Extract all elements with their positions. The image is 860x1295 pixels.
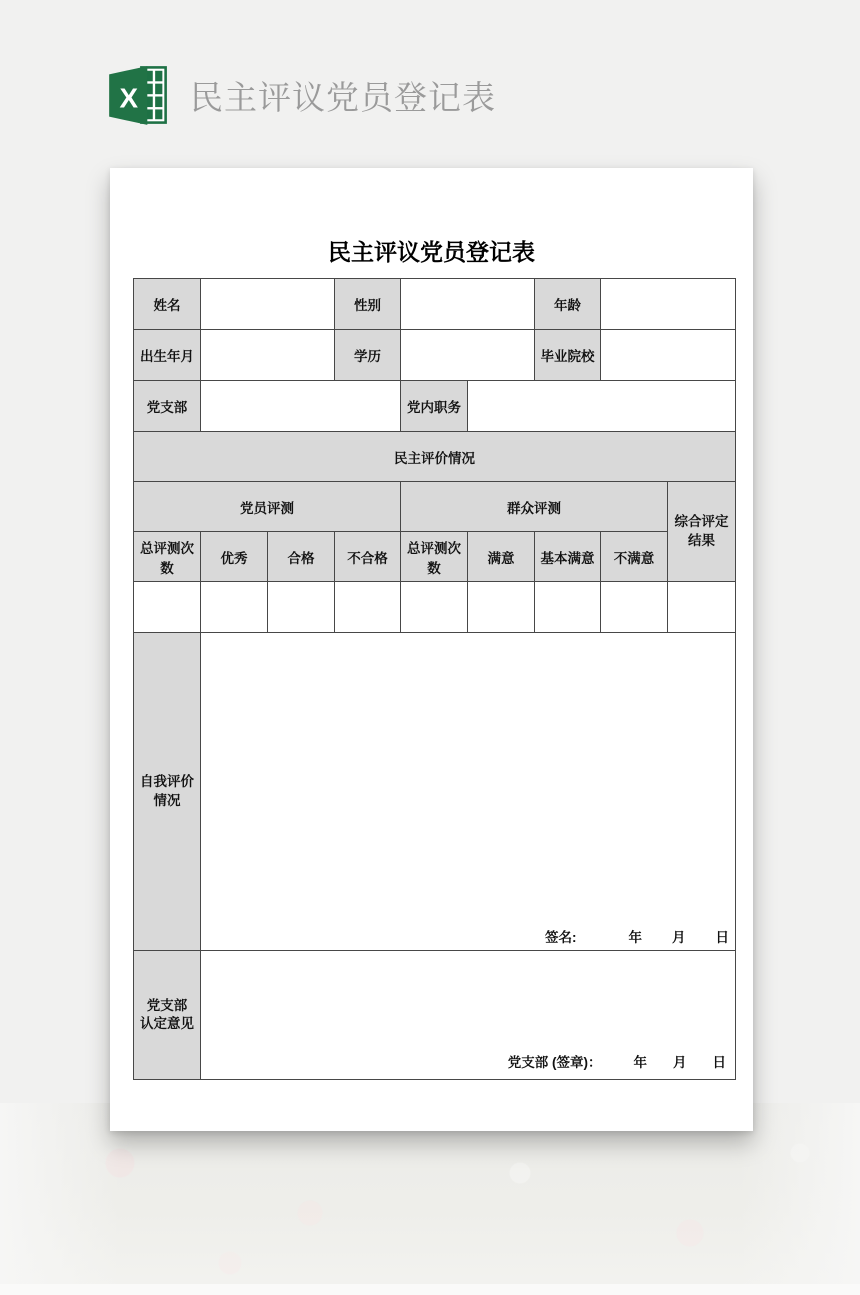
member-total-header: 总评测次数 bbox=[134, 532, 201, 582]
bottom-strip bbox=[0, 1284, 860, 1295]
self-evaluation-label-cell bbox=[134, 633, 201, 951]
branch-input-cell[interactable] bbox=[201, 381, 401, 432]
education-input-cell[interactable] bbox=[401, 330, 535, 381]
gender-input-cell[interactable] bbox=[401, 279, 535, 330]
app-header bbox=[104, 60, 496, 130]
member-eval-group-header: 党员评测 bbox=[134, 482, 401, 532]
branch-signature-day: 日 bbox=[712, 1055, 726, 1070]
birth-label-cell: 出生年月 bbox=[134, 330, 201, 381]
overall-result-header-line2: 结果 bbox=[688, 532, 715, 548]
age-label-cell: 年龄 bbox=[535, 279, 601, 330]
name-input-cell[interactable] bbox=[201, 279, 335, 330]
overall-result-header-line1: 综合评定 bbox=[674, 514, 729, 530]
mass-eval-group-header: 群众评测 bbox=[401, 482, 668, 532]
member-total-value-cell[interactable] bbox=[134, 582, 201, 633]
self-evaluation-content-cell[interactable] bbox=[201, 633, 736, 951]
branch-signature-year: 年 bbox=[633, 1055, 647, 1070]
excellent-value-cell[interactable] bbox=[201, 582, 268, 633]
table-row bbox=[134, 279, 736, 330]
evaluation-section-title: 民主评价情况 bbox=[134, 432, 736, 482]
birth-input-cell[interactable] bbox=[201, 330, 335, 381]
unsatisfied-value-cell[interactable] bbox=[601, 582, 668, 633]
satisfied-header: 满意 bbox=[468, 532, 535, 582]
branch-label-cell: 党支部 bbox=[134, 381, 201, 432]
excel-icon bbox=[104, 60, 170, 130]
excel-icon-letter: X bbox=[119, 82, 139, 114]
table-row bbox=[134, 532, 736, 582]
signature-month: 月 bbox=[672, 930, 686, 945]
table-row bbox=[134, 330, 736, 381]
branch-opinion-signature-line bbox=[201, 1051, 735, 1079]
unqualified-value-cell[interactable] bbox=[335, 582, 401, 633]
self-evaluation-label-line2: 情况 bbox=[153, 792, 181, 808]
mass-total-value-cell[interactable] bbox=[401, 582, 468, 633]
age-input-cell[interactable] bbox=[601, 279, 736, 330]
signature-day: 日 bbox=[715, 930, 729, 945]
branch-opinion-label-line1: 党支部 bbox=[146, 997, 188, 1013]
table-row bbox=[134, 951, 736, 1080]
self-evaluation-label-line1: 自我评价 bbox=[140, 774, 194, 790]
signature-year: 年 bbox=[628, 930, 642, 945]
basic-satisfied-value-cell[interactable] bbox=[535, 582, 601, 633]
school-input-cell[interactable] bbox=[601, 330, 736, 381]
position-input-cell[interactable] bbox=[468, 381, 736, 432]
gender-label-cell: 性别 bbox=[335, 279, 401, 330]
signature-label: 签名: bbox=[545, 930, 577, 945]
table-row bbox=[134, 633, 736, 951]
education-label-cell: 学历 bbox=[335, 330, 401, 381]
branch-seal-label: 党支部 (签章)： bbox=[507, 1055, 602, 1070]
mass-total-header: 总评测次数 bbox=[401, 532, 468, 582]
excellent-header: 优秀 bbox=[201, 532, 268, 582]
table-row bbox=[134, 381, 736, 432]
school-label-cell: 毕业院校 bbox=[535, 330, 601, 381]
form-title: 民主评议党员登记表 bbox=[328, 239, 535, 265]
table-row bbox=[134, 582, 736, 633]
position-label-cell: 党内职务 bbox=[401, 381, 468, 432]
unsatisfied-header: 不满意 bbox=[601, 532, 668, 582]
floor-side-gradient bbox=[0, 1103, 860, 1295]
name-label-cell: 姓名 bbox=[134, 279, 201, 330]
branch-opinion-label-line2: 认定意见 bbox=[140, 1016, 194, 1031]
qualified-header: 合格 bbox=[268, 532, 335, 582]
overall-result-header bbox=[668, 482, 736, 582]
background-floor bbox=[0, 1103, 860, 1295]
app-title: 民主评议党员登记表 bbox=[190, 78, 496, 116]
branch-signature-month: 月 bbox=[673, 1055, 687, 1070]
document-page bbox=[110, 168, 753, 1131]
branch-opinion-label-cell bbox=[134, 951, 201, 1080]
table-row bbox=[134, 482, 736, 532]
overall-result-value-cell[interactable] bbox=[668, 582, 736, 633]
satisfied-value-cell[interactable] bbox=[468, 582, 535, 633]
table-row bbox=[134, 432, 736, 482]
branch-opinion-content-cell[interactable] bbox=[201, 951, 736, 1080]
qualified-value-cell[interactable] bbox=[268, 582, 335, 633]
unqualified-header: 不合格 bbox=[335, 532, 401, 582]
registration-table bbox=[133, 278, 736, 1080]
basic-satisfied-header: 基本满意 bbox=[535, 532, 601, 582]
self-evaluation-signature-line bbox=[201, 926, 735, 950]
